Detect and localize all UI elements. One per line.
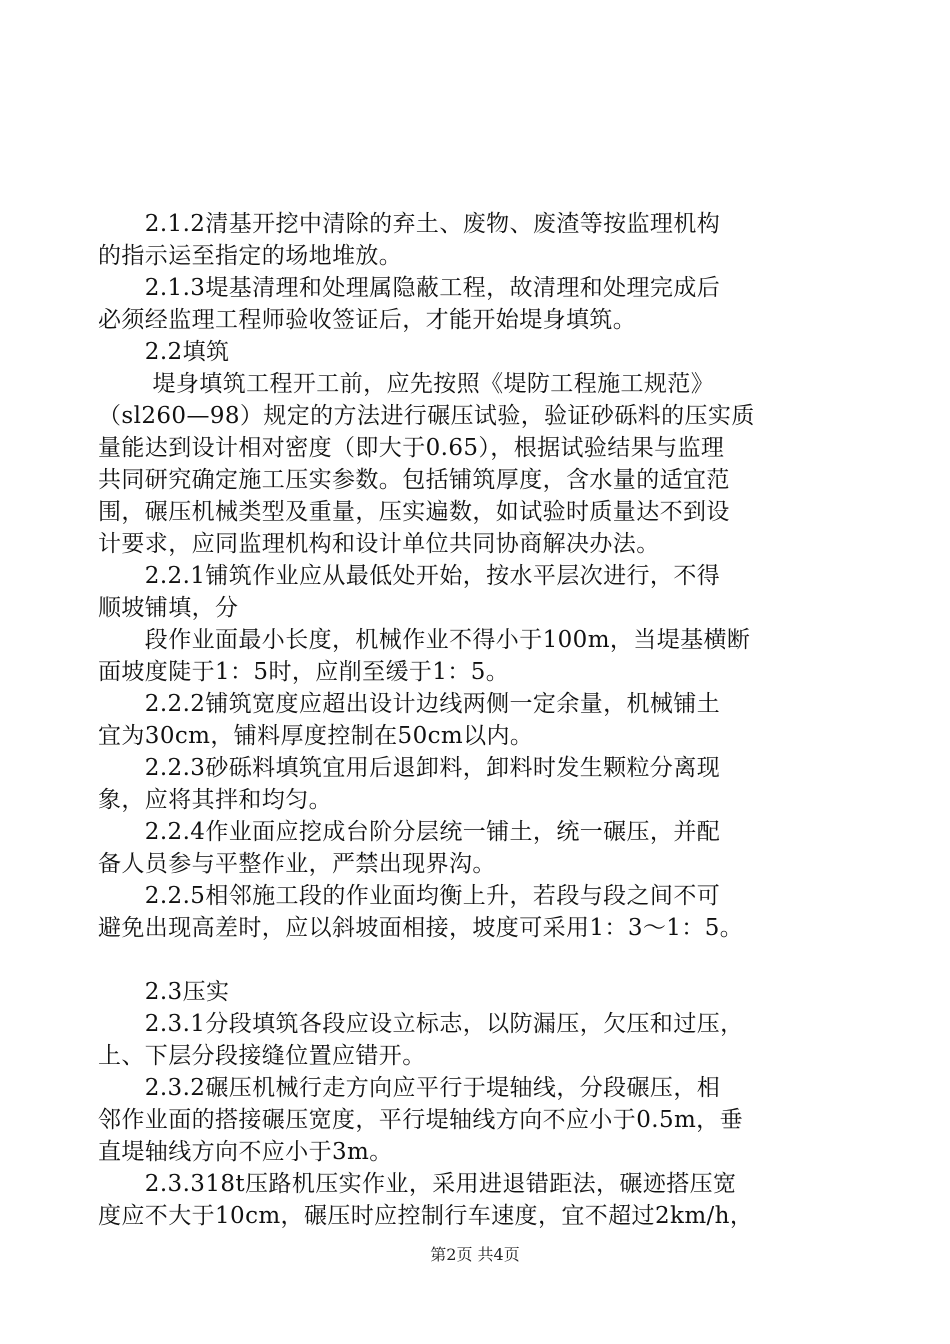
text-line: 2.2.1铺筑作业应从最低处开始，按水平层次进行，不得 xyxy=(98,563,721,589)
text-line: 2.1.2清基开挖中清除的弃土、废物、废渣等按监理机构 xyxy=(98,211,721,237)
text-line: 邻作业面的搭接碾压宽度，平行堤轴线方向不应小于0.5m，垂 xyxy=(98,1107,743,1133)
section-heading: 2.2填筑 xyxy=(98,339,230,365)
text-line: 宜为30cm，铺料厚度控制在50cm以内。 xyxy=(98,723,534,749)
section-heading: 2.3压实 xyxy=(98,979,230,1005)
text-line: 2.2.2铺筑宽度应超出设计边线两侧一定余量，机械铺土 xyxy=(98,691,721,717)
text-line: 共同研究确定施工压实参数。包括铺筑厚度，含水量的适宜范 xyxy=(98,467,730,493)
text-line: 围，碾压机械类型及重量，压实遍数，如试验时质量达不到设 xyxy=(98,499,730,525)
text-line: 2.2.3砂砾料填筑宜用后退卸料，卸料时发生颗粒分离现 xyxy=(98,755,721,781)
text-line: 段作业面最小长度，机械作业不得小于100m，当堤基横断 xyxy=(98,627,751,653)
text-line: 的指示运至指定的场地堆放。 xyxy=(98,243,403,269)
text-line: 2.3.318t压路机压实作业，采用进退错距法，碾迹搭压宽 xyxy=(98,1171,737,1197)
text-line: 2.1.3堤基清理和处理属隐蔽工程，故清理和处理完成后 xyxy=(98,275,721,301)
text-line: 避免出现高差时，应以斜坡面相接，坡度可采用1：3～1：5。 xyxy=(98,915,744,941)
text-line: 直堤轴线方向不应小于3m。 xyxy=(98,1139,393,1165)
text-line: 备人员参与平整作业，严禁出现界沟。 xyxy=(98,851,496,877)
text-line: 顺坡铺填，分 xyxy=(98,595,239,621)
text-line: 必须经监理工程师验收签证后，才能开始堤身填筑。 xyxy=(98,307,637,333)
text-line: 面坡度陡于1：5时，应削至缓于1：5。 xyxy=(98,659,510,685)
text-line: 量能达到设计相对密度（即大于0.65），根据试验结果与监理 xyxy=(98,435,725,461)
text-line: 上、下层分段接缝位置应错开。 xyxy=(98,1043,426,1069)
text-line: 堤身填筑工程开工前，应先按照《堤防工程施工规范》 xyxy=(98,371,715,397)
text-line: 2.3.1分段填筑各段应设立标志，以防漏压，欠压和过压， xyxy=(98,1011,744,1037)
text-line: （sl260—98）规定的方法进行碾压试验，验证砂砾料的压实质 xyxy=(98,403,755,429)
text-line: 2.3.2碾压机械行走方向应平行于堤轴线，分段碾压，相 xyxy=(98,1075,721,1101)
text-line: 2.2.4作业面应挖成台阶分层统一铺土，统一碾压，并配 xyxy=(98,819,721,845)
text-line: 计要求，应同监理机构和设计单位共同协商解决办法。 xyxy=(98,531,660,557)
text-line: 2.2.5相邻施工段的作业面均衡上升，若段与段之间不可 xyxy=(98,883,721,909)
text-line: 度应不大于10cm，碾压时应控制行车速度，宜不超过2km/h， xyxy=(98,1203,754,1229)
page-number-footer: 第2页 共4页 xyxy=(430,1245,520,1264)
text-line: 象，应将其拌和均匀。 xyxy=(98,787,332,813)
